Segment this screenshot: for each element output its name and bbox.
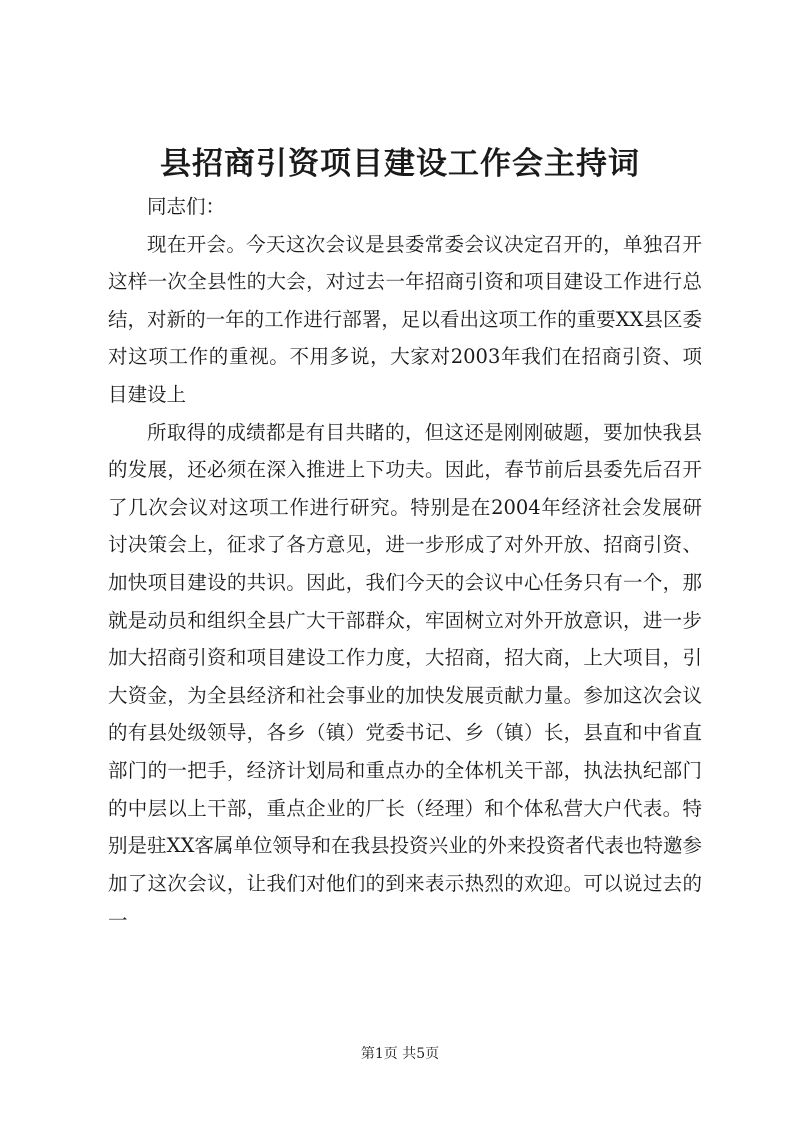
body-paragraph: 所取得的成绩都是有目共睹的，但这还是刚刚破题，要加快我县的发展，还必须在深入推进上下功夫。因此，春节前后县委先后召开了几次会议对这项工作进行研究。特别是在2004年经济社会发展研讨决策会上，征求了各方意见，进一步形成了对外开放、招商引资、加快项目建设的共识。因此，我们今天的会议中心任务只有一个，那就是动员和组织全县广大干部群众，牢固树立对外开放意识，进一步加大招商引资和项目建设工作力度，大招商，招大商，上大项目，引大资金，为全县经济和社会事业的加快发展贡献力量。参加这次会议的有县处级领导，各乡（镇）党委书记、乡（镇）长，县直和中省直部门的一把手，经济计划局和重点办的全体机关干部，执法执纪部门的中层以上干部，重点企业的厂长（经理）和个体私营大户代表。特别是驻XX客属单位领导和在我县投资兴业的外来投资者代表也特邀参加了这次会议，让我们对他们的到来表示热烈的欢迎。可以说过去的一 bbox=[108, 420, 702, 933]
body-paragraph: 现在开会。今天这次会议是县委常委会议决定召开的，单独召开这样一次全县性的大会，对过去一年招商引资和项目建设工作进行总结，对新的一年的工作进行部署，足以看出这项工作的重要XX县区委对这项工作的重视。不用多说，大家对2003年我们在招商引资、项目建设上 bbox=[108, 232, 702, 406]
salutation-paragraph: 同志们： bbox=[147, 195, 226, 218]
document-title: 县招商引资项目建设工作会主持词 bbox=[160, 146, 640, 182]
document-body bbox=[108, 188, 702, 940]
page-number-footer: 第1页 共5页 bbox=[360, 1046, 440, 1062]
